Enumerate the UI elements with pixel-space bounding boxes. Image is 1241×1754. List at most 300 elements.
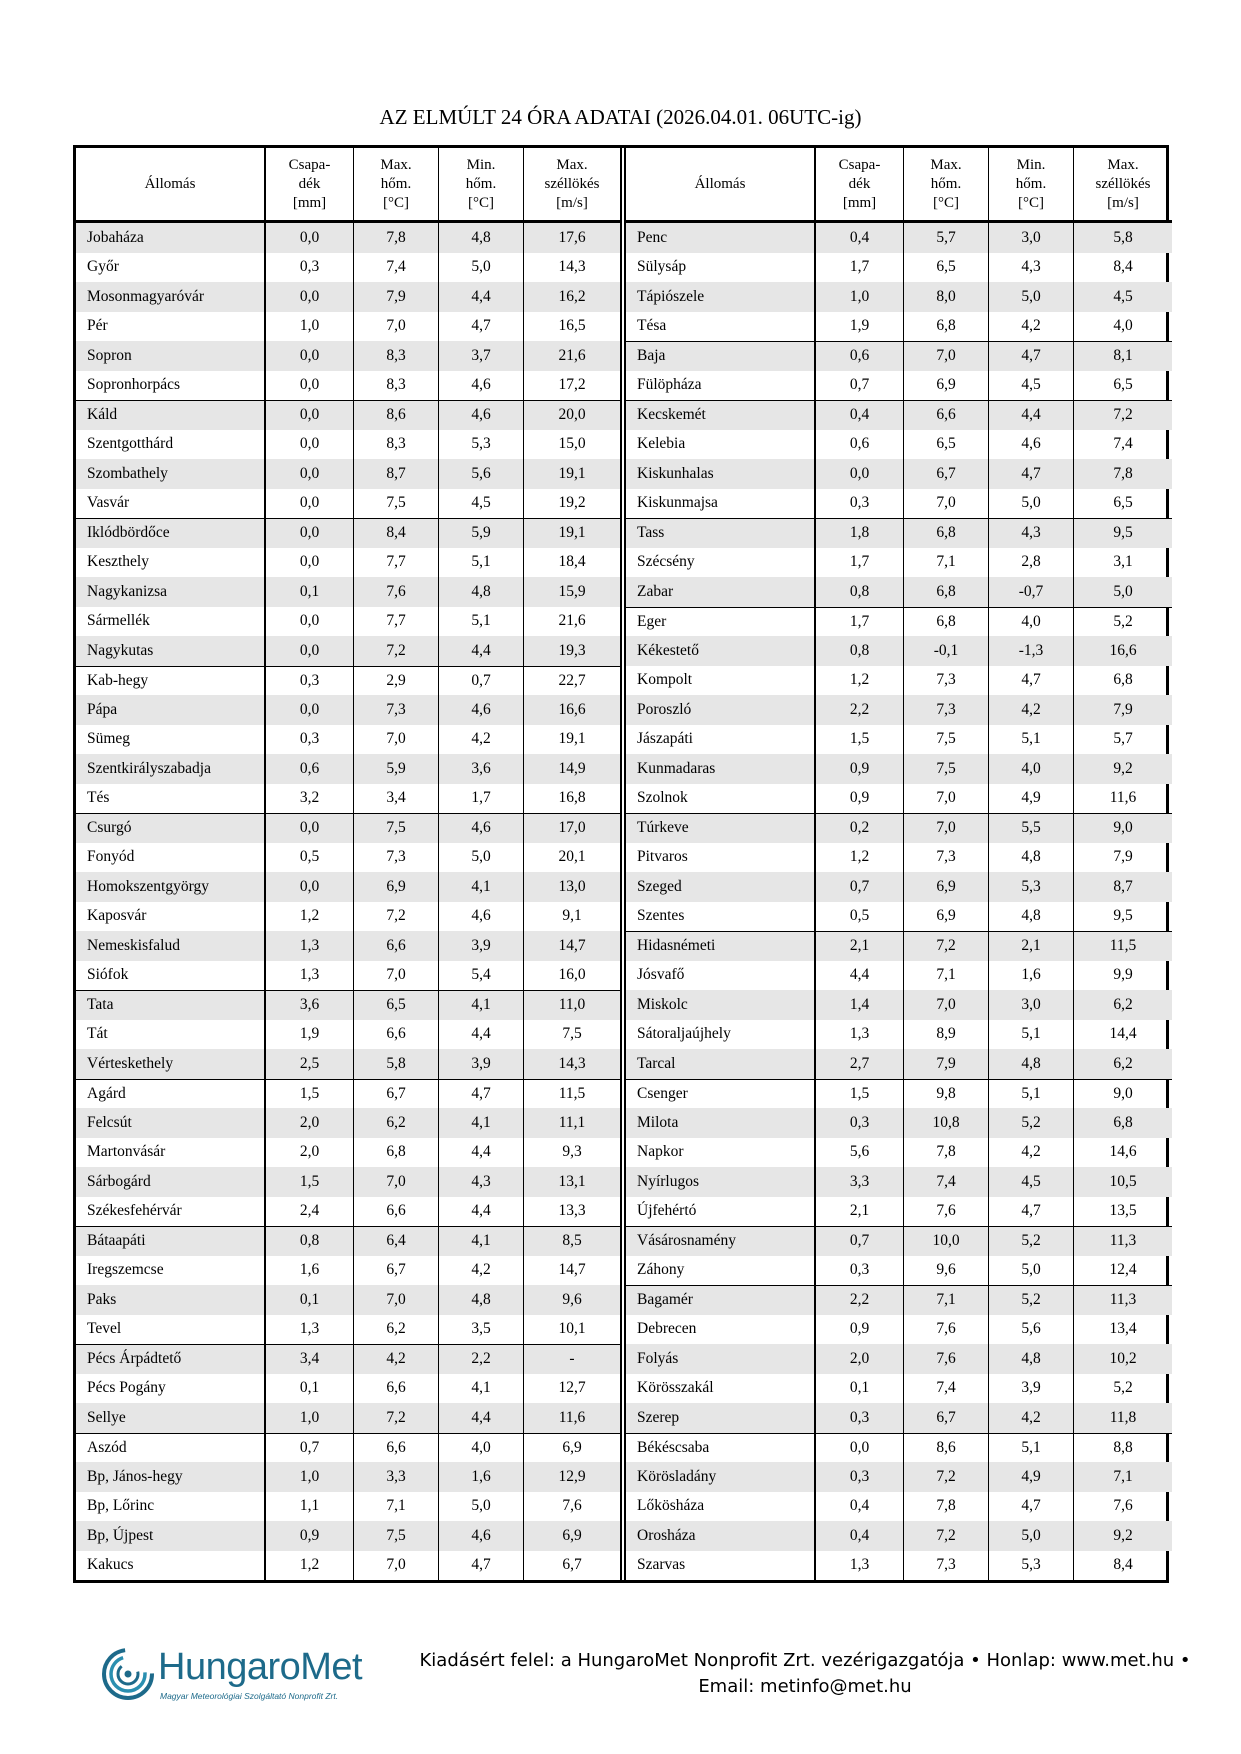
tmax-cell: 6,6 [354,1374,439,1404]
station-cell: Győr [76,253,266,283]
gust-cell: 19,3 [524,636,620,666]
tmax-cell: 7,0 [904,784,989,814]
tmax-cell: 6,9 [354,872,439,902]
precip-cell: 0,8 [816,577,904,607]
tmin-cell: 4,3 [989,253,1074,283]
table-row [76,341,620,371]
footer [100,1640,1191,1720]
precip-cell: 0,4 [816,401,904,430]
table-right-half [620,148,1172,1580]
station-cell: Tát [76,1020,266,1050]
page-title: AZ ELMÚLT 24 ÓRA ADATAI (2026.04.01. 06UTC-ig) [379,105,862,129]
gust-cell: 14,3 [524,1049,620,1079]
tmin-cell: 4,8 [989,1049,1074,1079]
precip-cell: 0,8 [816,636,904,666]
tmax-cell: 7,7 [354,607,439,637]
precip-cell: 1,1 [266,1492,354,1522]
gust-cell: 13,0 [524,872,620,902]
table-row [626,459,1172,489]
precip-cell: 1,7 [816,608,904,637]
tmax-cell: 7,0 [354,725,439,755]
station-cell: Orosháza [626,1521,816,1551]
precip-cell: 2,5 [266,1049,354,1079]
tmin-cell: 3,0 [989,990,1074,1020]
precip-cell: 0,5 [816,902,904,932]
tmax-cell: 2,9 [354,667,439,696]
precip-cell: 0,7 [266,1434,354,1463]
tmax-cell: 5,9 [354,754,439,784]
tmin-cell: 5,1 [439,607,524,637]
precip-cell: 0,2 [816,814,904,843]
station-cell: Vérteskethely [76,1049,266,1079]
gust-cell: 9,2 [1074,754,1172,784]
table-row [626,1079,1172,1109]
precip-cell: 0,7 [816,1227,904,1256]
tmin-cell: 4,8 [989,902,1074,932]
precip-cell: 3,2 [266,784,354,814]
station-cell: Iregszemcse [76,1256,266,1286]
gust-cell: 19,1 [524,519,620,548]
gust-cell: 16,6 [524,695,620,725]
station-cell: Tarcal [626,1049,816,1079]
tmax-cell: 6,6 [354,1020,439,1050]
gust-cell: 7,8 [1074,459,1172,489]
table-row [76,1226,620,1256]
table-row [626,1315,1172,1345]
tmin-cell: 4,3 [989,519,1074,548]
station-cell: Bp, Lőrinc [76,1492,266,1522]
tmin-cell: 4,0 [439,1434,524,1463]
tmax-cell: 6,5 [904,253,989,283]
tmax-cell: 7,8 [904,1492,989,1522]
precip-cell: 0,0 [266,695,354,725]
gust-cell: 5,2 [1113,1379,1133,1397]
gust-cell: 13,5 [1109,1202,1137,1220]
gust-cell: 12,7 [558,1379,586,1397]
table-row [626,1049,1172,1079]
gust-cell: 6,8 [1074,1108,1172,1138]
precip-cell: 0,6 [816,430,904,460]
tmax-cell: 6,8 [904,608,989,637]
station-cell: Szerep [626,1403,816,1433]
station-cell: Nagykanizsa [76,577,266,607]
gust-cell: 16,0 [558,966,586,984]
precip-cell: 0,0 [266,341,354,371]
precip-cell: 0,3 [816,1256,904,1286]
tmin-cell: 4,7 [989,666,1074,696]
tmin-cell: 5,1 [989,1020,1074,1050]
hungaromet-logo [100,1640,363,1710]
station-cell: Nyírlugos [626,1167,816,1197]
gust-cell: 14,4 [1109,1025,1137,1043]
station-cell: Kakucs [76,1551,266,1581]
gust-cell: 21,6 [524,341,620,371]
tmax-cell: 7,3 [904,1551,989,1581]
table-row [76,1049,620,1079]
table-row [76,1256,620,1286]
table-row [76,1138,620,1168]
precip-cell: 0,9 [816,1315,904,1345]
table-row [76,282,620,312]
gust-cell: 6,2 [1074,1049,1172,1079]
tmin-cell: 5,6 [439,459,524,489]
station-cell: Miskolc [626,990,816,1020]
station-cell: Iklódbördőce [76,519,266,548]
station-cell: Sármellék [76,607,266,637]
gust-cell: 11,6 [524,1403,620,1433]
station-cell: Felcsút [76,1108,266,1138]
station-cell: Fonyód [76,843,266,873]
tmax-cell: 7,4 [904,1167,989,1197]
tmin-cell: 5,5 [989,814,1074,843]
precip-cell: 1,2 [816,843,904,873]
gust-cell: 5,7 [1113,730,1133,748]
tmax-cell: 7,6 [354,577,439,607]
tmax-cell: 8,4 [354,519,439,548]
station-cell: Bp, Újpest [76,1521,266,1551]
tmin-cell: 3,6 [439,754,524,784]
gust-cell: 17,6 [524,223,620,253]
tmax-cell: 7,0 [354,1167,439,1197]
precip-cell: 0,1 [266,1374,354,1404]
table-row [76,577,620,607]
tmin-cell: -0,7 [989,577,1074,607]
precip-cell: 1,2 [266,1551,354,1581]
gust-cell: 11,0 [524,991,620,1020]
precip-cell: 1,0 [266,1462,354,1492]
station-cell: Folyás [626,1344,816,1374]
tmin-cell: 4,9 [989,1462,1074,1492]
gust-cell: 9,2 [1074,1521,1172,1551]
station-cell: Penc [626,223,816,253]
header-gust: Max. széllökés [m/s] [1095,156,1151,211]
tmax-cell: 7,7 [354,548,439,578]
station-cell: Pécs Árpádtető [76,1345,266,1374]
table-row [626,784,1172,814]
table-row [626,223,1172,253]
tmax-cell: 8,0 [904,282,989,312]
station-cell: Szolnok [626,784,816,814]
station-cell: Szentgotthárd [76,430,266,460]
station-cell: Sopron [76,341,266,371]
tmax-cell: 6,7 [354,1256,439,1286]
tmax-cell: 6,7 [904,459,989,489]
gust-cell: 9,0 [1113,1084,1133,1102]
station-cell: Szeged [626,872,816,902]
tmax-cell: 7,3 [354,843,439,873]
tmax-cell: 8,6 [904,1434,989,1463]
logo-swirl-icon [100,1644,160,1704]
station-cell: Pápa [76,695,266,725]
station-cell: Bp, János-hegy [76,1462,266,1492]
tmax-cell: 6,6 [354,1197,439,1227]
precip-cell: 0,4 [816,223,904,253]
tmax-cell: 3,3 [354,1462,439,1492]
tmin-cell: 4,7 [439,1080,524,1109]
gust-cell: 11,3 [1074,1227,1172,1256]
tmax-cell: 7,1 [904,961,989,991]
station-cell: Jászapáti [626,725,816,755]
table-row [76,430,620,460]
tmin-cell: 4,2 [439,725,524,755]
table-row [76,902,620,932]
station-cell: Székesfehérvár [76,1197,266,1227]
table-row [626,1344,1172,1374]
tmin-cell: 5,1 [989,1434,1074,1463]
tmax-cell: 7,0 [354,1551,439,1581]
tmax-cell: 7,0 [904,814,989,843]
gust-cell: 20,1 [558,848,586,866]
gust-cell: 11,5 [1074,932,1172,961]
tmin-cell: 3,7 [439,341,524,371]
table-row [76,961,620,991]
station-cell: Vásárosnamény [626,1227,816,1256]
station-cell: Tésa [626,312,816,342]
table-body-right [626,223,1172,1580]
precip-cell: 0,6 [816,342,904,371]
precip-cell: 1,0 [266,1403,354,1433]
gust-cell: 12,9 [524,1462,620,1492]
tmax-cell: 8,3 [354,371,439,401]
table-row [76,1197,620,1227]
tmin-cell: 4,4 [439,1403,524,1433]
tmin-cell: 4,1 [439,1108,524,1138]
precip-cell: 0,6 [266,754,354,784]
station-cell: Kunmadaras [626,754,816,784]
station-cell: Tevel [76,1315,266,1345]
tmax-cell: 6,2 [354,1315,439,1345]
precip-cell: 0,1 [266,577,354,607]
table-row [76,371,620,401]
header-gust: Max. széllökés [m/s] [544,156,600,211]
tmin-cell: 4,6 [439,371,524,401]
tmin-cell: 2,1 [989,932,1074,961]
station-cell: Poroszló [626,695,816,725]
tmin-cell: 4,1 [439,1227,524,1256]
gust-cell: 12,4 [1109,1261,1137,1279]
table-row [626,636,1172,666]
table-row [76,1108,620,1138]
station-cell: Agárd [76,1080,266,1109]
tmax-cell: 10,8 [904,1108,989,1138]
table-row [626,518,1172,548]
precip-cell: 1,5 [266,1080,354,1109]
tmax-cell: 4,2 [354,1345,439,1374]
tmin-cell: 5,0 [439,1492,524,1522]
gust-cell: 8,8 [1113,1438,1133,1456]
table-row [76,518,620,548]
table-row [626,577,1172,607]
gust-cell: 15,0 [558,435,586,453]
tmax-cell: 6,8 [904,519,989,548]
tmax-cell: 7,8 [904,1138,989,1168]
tmax-cell: 7,9 [354,282,439,312]
precip-cell: 0,3 [266,253,354,283]
table-row [76,843,620,873]
gust-cell: 10,2 [1074,1344,1172,1374]
tmax-cell: 5,8 [354,1049,439,1079]
table-row [626,1462,1172,1492]
station-cell: Szentkirályszabadja [76,754,266,784]
station-cell: Békéscsaba [626,1434,816,1463]
station-cell: Újfehértó [626,1197,816,1227]
gust-cell: 7,9 [1074,695,1172,725]
precip-cell: 2,0 [816,1344,904,1374]
gust-cell: 11,8 [1074,1403,1172,1433]
station-cell: Szentes [626,902,816,932]
table-row [626,253,1172,283]
tmin-cell: 4,5 [439,489,524,519]
tmin-cell: 3,9 [439,1049,524,1079]
precip-cell: 1,3 [266,1315,354,1345]
table-row [76,1285,620,1315]
gust-cell: 13,3 [558,1202,586,1220]
tmin-cell: 4,6 [439,814,524,843]
precip-cell: 0,9 [816,784,904,814]
gust-cell: 22,7 [558,671,586,689]
gust-cell: 16,8 [558,789,586,807]
table-row [626,312,1172,342]
table-row [76,489,620,519]
gust-cell: 17,2 [558,376,586,394]
tmax-cell: 8,3 [354,341,439,371]
tmin-cell: 4,4 [439,1197,524,1227]
gust-cell: - [524,1345,620,1374]
station-cell: Zabar [626,577,816,607]
header-tmin: Min. hőm. [°C] [989,148,1074,220]
precip-cell: 0,0 [266,430,354,460]
table-row [76,784,620,814]
precip-cell: 1,4 [816,990,904,1020]
gust-cell: 7,2 [1074,401,1172,430]
tmax-cell: 6,6 [354,931,439,961]
tmax-cell: 8,6 [354,401,439,430]
tmax-cell: 6,6 [904,401,989,430]
station-cell: Csurgó [76,814,266,843]
gust-cell: 9,6 [524,1285,620,1315]
header-precip: Csapa- dék [mm] [266,148,354,220]
tmin-cell: 5,4 [439,961,524,991]
table-row [626,1374,1172,1404]
table-row [626,1492,1172,1522]
precip-cell: 0,8 [266,1227,354,1256]
tmin-cell: 4,8 [989,843,1074,873]
gust-cell: 9,3 [562,1143,582,1161]
gust-cell: 4,0 [1113,317,1133,335]
tmin-cell: 5,0 [439,253,524,283]
tmin-cell: 4,7 [439,1551,524,1581]
tmax-cell: 7,2 [354,902,439,932]
station-cell: Nagykutas [76,636,266,666]
station-cell: Kaposvár [76,902,266,932]
gust-cell: 9,5 [1074,519,1172,548]
table-row [626,754,1172,784]
table-row [626,872,1172,902]
gust-cell: 14,7 [558,1261,586,1279]
tmax-cell: 6,8 [354,1138,439,1168]
tmax-cell: 7,6 [904,1344,989,1374]
precip-cell: 2,1 [816,1197,904,1227]
station-cell: Vasvár [76,489,266,519]
table-row [626,371,1172,401]
table-row [76,1462,620,1492]
table-row [626,990,1172,1020]
table-header [626,148,1172,223]
tmin-cell: 4,4 [439,1020,524,1050]
table-row [76,990,620,1020]
station-cell: Pécs Pogány [76,1374,266,1404]
tmin-cell: 4,6 [439,401,524,430]
table-row [76,1403,620,1433]
station-cell: Túrkeve [626,814,816,843]
precip-cell: 0,0 [266,519,354,548]
gust-cell: 7,5 [562,1025,582,1043]
tmin-cell: 4,5 [989,1167,1074,1197]
station-cell: Tass [626,519,816,548]
station-cell: Siófok [76,961,266,991]
table-row [76,1344,620,1374]
gust-cell: 18,4 [558,553,586,571]
tmin-cell: -1,3 [989,636,1074,666]
tmax-cell: 6,9 [904,902,989,932]
precip-cell: 0,3 [816,1462,904,1492]
tmin-cell: 5,0 [989,1521,1074,1551]
tmin-cell: 4,4 [439,282,524,312]
table-row [76,931,620,961]
table-row [626,1403,1172,1433]
precip-cell: 0,0 [266,401,354,430]
precip-cell: 0,7 [816,371,904,401]
station-cell: Kiskunmajsa [626,489,816,519]
table-row [626,489,1172,519]
gust-cell: 6,9 [524,1521,620,1551]
table-row [76,1079,620,1109]
station-cell: Hidasnémeti [626,932,816,961]
tmax-cell: 5,7 [904,223,989,253]
tmin-cell: 5,2 [989,1227,1074,1256]
tmin-cell: 3,5 [439,1315,524,1345]
tmax-cell: 7,5 [354,814,439,843]
station-cell: Napkor [626,1138,816,1168]
tmin-cell: 5,1 [989,1080,1074,1109]
tmin-cell: 4,5 [989,371,1074,401]
tmin-cell: 5,0 [989,282,1074,312]
tmax-cell: 6,5 [354,991,439,1020]
tmax-cell: 7,6 [904,1315,989,1345]
tmax-cell: 6,4 [354,1227,439,1256]
table-row [76,548,620,578]
gust-cell: 7,6 [562,1497,582,1515]
tmin-cell: 4,3 [439,1167,524,1197]
tmin-cell: 5,0 [989,1256,1074,1286]
gust-cell: 11,5 [558,1084,586,1102]
table-row [626,813,1172,843]
table-row [626,931,1172,961]
station-cell: Nemeskisfalud [76,931,266,961]
precip-cell: 0,0 [266,371,354,401]
tmax-cell: 9,8 [904,1080,989,1109]
station-cell: Aszód [76,1434,266,1463]
tmax-cell: 7,5 [354,1521,439,1551]
tmin-cell: 5,2 [989,1108,1074,1138]
tmin-cell: 5,1 [989,725,1074,755]
station-cell: Paks [76,1285,266,1315]
table-header [76,148,620,223]
precip-cell: 0,3 [266,667,354,696]
precip-cell: 0,0 [266,459,354,489]
table-row [76,1167,620,1197]
precip-cell: 3,3 [816,1167,904,1197]
